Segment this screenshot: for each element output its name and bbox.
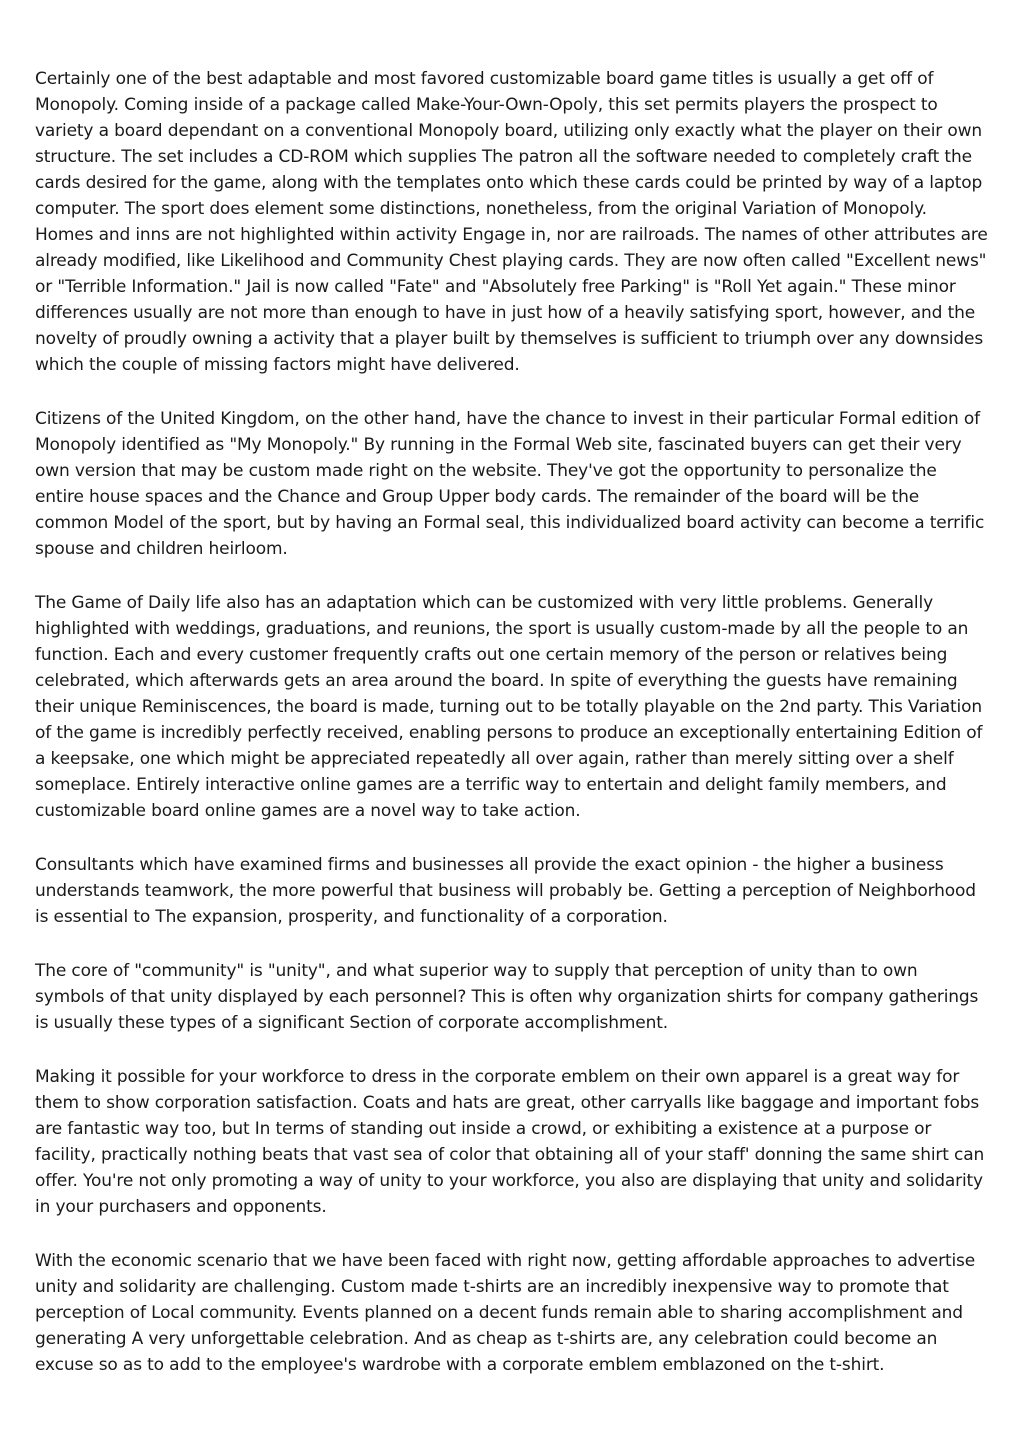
paragraph-1: Certainly one of the best adaptable and most favored customizable board game titles is usually a get off of Monopoly. Coming inside of a package called Make-Your-Own-Opoly, this set permits players the prospect to variety a board dependant on a conventional Monopoly board, utilizing only exactly what the player on their own structure. The set includes a CD-ROM which supplies The patron all the software needed to completely craft the cards desired for the game, along with the templates onto which these cards could be printed by way of a laptop computer. The sport does element some distinctions, nonetheless, from the original Variation of Monopoly. Homes and inns are not highlighted within activity Engage in, nor are railroads. The names of other attributes are already modified, like Likelihood and Community Chest playing cards. They are now often called "Excellent news" or "Terrible Information." Jail is now called "Fate" and "Absolutely free Parking" is "Roll Yet again." These minor differences usually are not more than enough to have in just how of a heavily satisfying sport, however, and the novelty of proudly owning a activity that a player built by themselves is sufficient to triumph over any downsides which the couple of missing factors might have delivered.	[35, 69, 988, 375]
paragraph-4: Consultants which have examined firms and businesses all provide the exact opinion - the higher a business understands teamwork, the more powerful that business will probably be. Getting a perception of Neighborhood is essential to The expansion, prosperity, and functionality of a corporation.	[35, 855, 976, 927]
document-body	[35, 66, 990, 1406]
paragraph-5: The core of "community" is "unity", and what superior way to supply that perception of unity than to own symbols of that unity displayed by each personnel? This is often why organization shirts for company gatherings is usually these types of a significant Section of corporate accomplishment.	[35, 961, 979, 1033]
paragraph-3: The Game of Daily life also has an adaptation which can be customized with very little problems. Generally highlighted with weddings, graduations, and reunions, the sport is usually custom-made by all the people to an function. Each and every customer frequently crafts out one certain memory of the person or relatives being celebrated, which afterwards gets an area around the board. In spite of everything the guests have remaining their unique Reminiscences, the board is made, turning out to be totally playable on the 2nd party. This Variation of the game is incredibly perfectly received, enabling persons to produce an exceptionally entertaining Edition of a keepsake, one which might be appreciated repeatedly all over again, rather than merely sitting over a shelf someplace. Entirely interactive online games are a terrific way to entertain and delight family members, and customizable board online games are a novel way to take action.	[35, 593, 983, 821]
paragraph-2: Citizens of the United Kingdom, on the other hand, have the chance to invest in their particular Formal edition of Monopoly identified as "My Monopoly." By running in the Formal Web site, fascinated buyers can get their very own version that may be custom made right on the website. They've got the opportunity to personalize the entire house spaces and the Chance and Group Upper body cards. The remainder of the board will be the common Model of the sport, but by having an Formal seal, this individualized board activity can become a terrific spouse and children heirloom.	[35, 409, 985, 559]
paragraph-7: With the economic scenario that we have been faced with right now, getting affordable approaches to advertise unity and solidarity are challenging. Custom made t-shirts are an incredibly inexpensive way to promote that perception of Local community. Events planned on a decent funds remain able to sharing accomplishment and generating A very unforgettable celebration. And as cheap as t-shirts are, any celebration could become an excuse so as to add to the employee's wardrobe with a corporate emblem emblazoned on the t-shirt.	[35, 1251, 976, 1375]
paragraph-6: Making it possible for your workforce to dress in the corporate emblem on their own apparel is a great way for them to show corporation satisfaction. Coats and hats are great, other carryalls like baggage and important fobs are fantastic way too, but In terms of standing out inside a crowd, or exhibiting a existence at a purpose or facility, practically nothing beats that vast sea of color that obtaining all of your staff' donning the same shirt can offer. You're not only promoting a way of unity to your workforce, you also are displaying that unity and solidarity in your purchasers and opponents.	[35, 1067, 985, 1217]
